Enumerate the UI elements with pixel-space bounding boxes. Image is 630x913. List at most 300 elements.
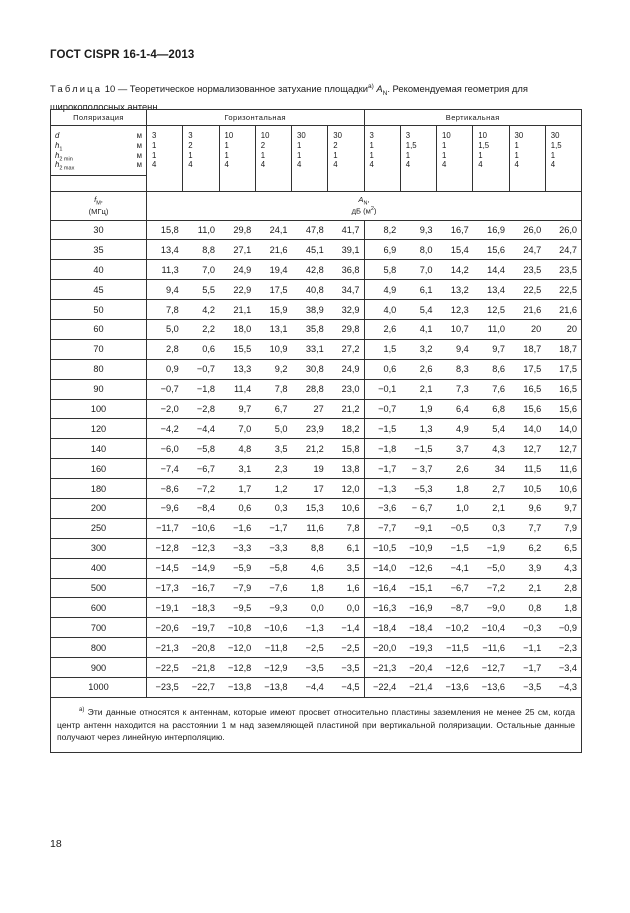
geometry-value: 10 [478, 131, 487, 140]
value-cell: 29,8 [219, 220, 255, 240]
geometry-value: 1 [224, 150, 229, 160]
caption-text: — Теоретическое нормализованное затухание площадки [115, 83, 368, 95]
value-cell: 21,2 [328, 399, 364, 419]
value-cell: −10,4 [473, 618, 509, 638]
value-cell: 15,3 [292, 498, 328, 518]
parameter-symbol-group [55, 141, 62, 151]
frequency-cell: 180 [51, 479, 147, 499]
value-cell: 24,1 [255, 220, 291, 240]
value-cell: −15,1 [400, 578, 436, 598]
geometry-value: 4 [405, 160, 411, 170]
geometry-value: 1 [369, 140, 374, 150]
value-cell: 35,8 [292, 319, 328, 339]
table-row [51, 459, 582, 479]
caption-symbol: A [376, 83, 383, 95]
value-cell: −10,6 [183, 518, 219, 538]
value-cell: −1,1 [509, 638, 545, 658]
geometry-value: 30 [333, 131, 342, 140]
geometry-value: 1 [514, 150, 519, 160]
value-cell: −3,6 [364, 498, 400, 518]
value-cell: 23,0 [328, 379, 364, 399]
table-row [51, 260, 582, 280]
value-cell: 2,2 [183, 319, 219, 339]
table-row [51, 300, 582, 320]
value-cell: 11,0 [183, 220, 219, 240]
value-cell: 13,2 [437, 280, 473, 300]
value-cell: 4,2 [183, 300, 219, 320]
value-cell: 11,6 [545, 459, 581, 479]
value-cell: −9,3 [255, 598, 291, 618]
value-cell: −1,5 [400, 439, 436, 459]
value-cell: 13,1 [255, 319, 291, 339]
value-cell: 27,1 [219, 240, 255, 260]
value-cell: 3,2 [400, 339, 436, 359]
geometry-value: 1 [442, 140, 447, 150]
geometry-value: 30 [514, 131, 524, 140]
value-cell: 9,6 [509, 498, 545, 518]
value-cell: −1,8 [183, 379, 219, 399]
spacer-cell [545, 176, 581, 192]
value-cell: −3,3 [255, 538, 291, 558]
geometry-value: 1 [405, 150, 411, 160]
value-cell: 10,6 [328, 498, 364, 518]
geometry-value: 1 [260, 150, 266, 160]
value-cell: −3,5 [292, 658, 328, 678]
table-row [51, 419, 582, 439]
value-cell: −21,8 [183, 658, 219, 678]
value-cell: −12,8 [147, 538, 183, 558]
value-cell: 3,5 [328, 558, 364, 578]
value-cell: 10,6 [545, 479, 581, 499]
attenuation-unit-close: ) [373, 207, 377, 217]
frequency-cell: 90 [51, 379, 147, 399]
value-cell: −1,7 [255, 518, 291, 538]
attenuation-comma: , [367, 194, 370, 204]
value-cell: 2,6 [437, 459, 473, 479]
geometry-value: 1 [550, 150, 556, 160]
value-cell: 23,5 [509, 260, 545, 280]
value-cell: 16,7 [437, 220, 473, 240]
value-cell: −14,0 [364, 558, 400, 578]
value-cell: 40,8 [292, 280, 328, 300]
geometry-value: 3 [369, 131, 374, 140]
frequency-cell: 30 [51, 220, 147, 240]
value-cell: −6,7 [183, 459, 219, 479]
page-number: 18 [50, 838, 62, 850]
geometry-value: 2 [333, 140, 338, 150]
value-cell: 7,8 [328, 518, 364, 538]
attenuation-symbol: A [358, 194, 364, 204]
frequency-cell: 60 [51, 319, 147, 339]
spacer-cell [328, 176, 364, 192]
value-cell: −5,9 [219, 558, 255, 578]
value-cell: −6,7 [437, 578, 473, 598]
value-cell: −10,9 [400, 538, 436, 558]
value-cell: −13,8 [219, 677, 255, 697]
caption-rest: . Рекомендуемая геометрия для широкополосных антенн [50, 83, 528, 112]
parameter-line [55, 141, 142, 151]
value-cell: 21,2 [292, 439, 328, 459]
value-cell: −16,7 [183, 578, 219, 598]
value-cell: − 3,7 [400, 459, 436, 479]
value-cell: 45,1 [292, 240, 328, 260]
value-cell: 2,1 [400, 379, 436, 399]
value-cell: 7,8 [255, 379, 291, 399]
spacer-cell [183, 176, 219, 192]
geometry-value: 3 [188, 131, 193, 140]
value-cell: 12,7 [509, 439, 545, 459]
geometry-value: 1,5 [550, 140, 562, 150]
value-cell: 0,0 [292, 598, 328, 618]
value-cell: −16,9 [400, 598, 436, 618]
attenuation-subscript: N [363, 200, 368, 207]
attenuation-symbol-line [147, 195, 581, 207]
geometry-value: 1 [188, 150, 193, 160]
value-cell: −4,5 [328, 677, 364, 697]
spacer-cell [219, 176, 255, 192]
value-cell: 1,8 [292, 578, 328, 598]
spacer-cell [473, 176, 509, 192]
value-cell: 12,7 [545, 439, 581, 459]
geometry-value: 4 [152, 160, 157, 170]
value-cell: 9,2 [255, 359, 291, 379]
value-cell: −18,3 [183, 598, 219, 618]
value-cell: −5,8 [183, 439, 219, 459]
value-cell: 13,3 [219, 359, 255, 379]
table-row [51, 618, 582, 638]
value-cell: 42,8 [292, 260, 328, 280]
table-row [51, 479, 582, 499]
value-cell: 10,7 [437, 319, 473, 339]
spacer-cell [364, 176, 400, 192]
table-row [51, 498, 582, 518]
value-cell: −19,7 [183, 618, 219, 638]
value-cell: −18,4 [364, 618, 400, 638]
attenuation-unit [147, 206, 581, 216]
geometry-column [364, 126, 400, 176]
geometry-value: 3 [152, 131, 157, 140]
value-cell: 6,1 [400, 280, 436, 300]
value-cell: 2,7 [473, 479, 509, 499]
value-cell: −2,8 [183, 399, 219, 419]
value-cell: 26,0 [545, 220, 581, 240]
value-cell: 19 [292, 459, 328, 479]
frequency-symbol-line [51, 195, 146, 207]
value-cell: 14,4 [473, 260, 509, 280]
value-cell: 8,2 [364, 220, 400, 240]
geometry-value: 1 [514, 140, 519, 150]
table-row [51, 538, 582, 558]
parameter-symbol-group [55, 151, 73, 161]
frequency-symbol: f [94, 195, 97, 205]
value-cell: 10,9 [255, 339, 291, 359]
value-cell: −12,6 [400, 558, 436, 578]
value-cell: 15,8 [328, 439, 364, 459]
geometry-value: 4 [550, 160, 556, 170]
spacer-cell [147, 176, 183, 192]
value-cell: 2,8 [545, 578, 581, 598]
value-cell: 21,6 [509, 300, 545, 320]
value-cell: −1,3 [292, 618, 328, 638]
value-cell: 22,5 [509, 280, 545, 300]
table-row [51, 518, 582, 538]
caption-symbol-sub: N [382, 90, 388, 97]
frequency-cell: 120 [51, 419, 147, 439]
geometry-value: 1 [442, 150, 447, 160]
frequency-cell: 50 [51, 300, 147, 320]
value-cell: −7,6 [255, 578, 291, 598]
value-cell: 14,0 [545, 419, 581, 439]
value-cell: 6,8 [473, 399, 509, 419]
value-cell: −18,4 [400, 618, 436, 638]
value-cell: −0,7 [147, 379, 183, 399]
value-cell: 12,3 [437, 300, 473, 320]
geometry-column [473, 126, 509, 176]
value-cell: 41,7 [328, 220, 364, 240]
value-cell: 5,0 [147, 319, 183, 339]
value-cell: −13,6 [437, 677, 473, 697]
parameter-subscript: 2 min [59, 156, 73, 163]
value-cell: 3,5 [255, 439, 291, 459]
value-cell: 9,7 [473, 339, 509, 359]
value-cell: 0,0 [328, 598, 364, 618]
value-cell: −2,3 [545, 638, 581, 658]
geometry-value: 4 [514, 160, 519, 170]
geometry-column [328, 126, 364, 176]
value-cell: 0,6 [219, 498, 255, 518]
value-cell: −0,1 [364, 379, 400, 399]
value-cell: 2,1 [473, 498, 509, 518]
value-cell: 0,8 [509, 598, 545, 618]
frequency-cell: 250 [51, 518, 147, 538]
value-cell: 21,1 [219, 300, 255, 320]
spacer-cell [509, 176, 545, 192]
value-cell: 4,9 [364, 280, 400, 300]
value-cell: 1,2 [255, 479, 291, 499]
value-cell: 5,4 [400, 300, 436, 320]
value-cell: −12,6 [437, 658, 473, 678]
value-cell: 29,8 [328, 319, 364, 339]
geometry-value: 1 [297, 150, 302, 160]
frequency-cell: 400 [51, 558, 147, 578]
document-header: ГОСТ CISPR 16-1-4—2013 [50, 49, 195, 61]
attenuation-header [147, 191, 582, 220]
geometry-column [509, 126, 545, 176]
value-cell: 34 [473, 459, 509, 479]
value-cell: 2,3 [255, 459, 291, 479]
value-cell: 0,3 [473, 518, 509, 538]
geometry-value: 1 [297, 140, 302, 150]
geometry-value: 2 [188, 140, 193, 150]
polarization-row [51, 110, 582, 126]
geometry-value: 1 [478, 150, 483, 160]
value-cell: 11,5 [509, 459, 545, 479]
spacer-cell [51, 176, 147, 192]
value-cell: 1,8 [545, 598, 581, 618]
frequency-cell: 800 [51, 638, 147, 658]
geometry-value: 4 [260, 160, 266, 170]
spacer-cell [255, 176, 291, 192]
value-cell: −1,5 [437, 538, 473, 558]
value-cell: −6,0 [147, 439, 183, 459]
value-cell: −4,4 [292, 677, 328, 697]
value-cell: 23,5 [545, 260, 581, 280]
value-cell: −1,7 [509, 658, 545, 678]
table-row [51, 339, 582, 359]
value-cell: 33,1 [292, 339, 328, 359]
value-cell: 9,7 [219, 399, 255, 419]
parameter-subscript: 2 max [59, 165, 75, 172]
value-cell: 27,2 [328, 339, 364, 359]
spacer-cell [437, 176, 473, 192]
value-cell: −17,3 [147, 578, 183, 598]
attenuation-table [50, 109, 582, 753]
value-cell: 7,7 [509, 518, 545, 538]
value-cell: −14,5 [147, 558, 183, 578]
value-cell: −11,8 [255, 638, 291, 658]
value-cell: −7,2 [473, 578, 509, 598]
parameter-unit: м [136, 150, 142, 160]
geometry-value: 1 [152, 140, 157, 150]
geometry-value: 4 [224, 160, 229, 170]
caption-label: Таблица [50, 83, 103, 95]
value-cell: 11,4 [219, 379, 255, 399]
frequency-cell: 700 [51, 618, 147, 638]
value-cell: 13,4 [147, 240, 183, 260]
value-cell: 23,9 [292, 419, 328, 439]
value-cell: 4,8 [219, 439, 255, 459]
value-cell: 38,9 [292, 300, 328, 320]
table-row [51, 379, 582, 399]
value-cell: −0,7 [364, 399, 400, 419]
value-cell: 28,8 [292, 379, 328, 399]
value-cell: 18,7 [509, 339, 545, 359]
value-cell: 6,1 [328, 538, 364, 558]
value-cell: −7,4 [147, 459, 183, 479]
value-cell: 18,2 [328, 419, 364, 439]
value-cell: −12,9 [255, 658, 291, 678]
frequency-header [51, 191, 147, 220]
value-cell: −20,4 [400, 658, 436, 678]
table-row [51, 319, 582, 339]
attenuation-unit-text: дБ (м [351, 207, 371, 217]
value-cell: 4,1 [400, 319, 436, 339]
value-cell: 4,9 [437, 419, 473, 439]
value-cell: 10,5 [509, 479, 545, 499]
geometry-column [437, 126, 473, 176]
value-cell: 5,0 [255, 419, 291, 439]
geometry-parameters [51, 126, 147, 176]
frequency-subscript: M [96, 200, 101, 207]
geometry-column [545, 126, 581, 176]
table-row [51, 658, 582, 678]
value-cell: 6,9 [364, 240, 400, 260]
value-cell: 36,8 [328, 260, 364, 280]
geometry-value: 4 [297, 160, 302, 170]
frequency-cell: 80 [51, 359, 147, 379]
value-cell: 14,0 [509, 419, 545, 439]
geometry-value: 2 [260, 140, 266, 150]
value-cell: 16,5 [509, 379, 545, 399]
value-cell: 4,3 [545, 558, 581, 578]
geometry-value: 10 [224, 131, 234, 140]
value-cell: −9,0 [473, 598, 509, 618]
parameter-symbol: h [55, 140, 60, 150]
frequency-cell: 600 [51, 598, 147, 618]
value-cell: −8,4 [183, 498, 219, 518]
table-row [51, 558, 582, 578]
parameter-unit: м [136, 140, 142, 150]
value-cell: 0,6 [364, 359, 400, 379]
frequency-cell: 160 [51, 459, 147, 479]
geometry-column [292, 126, 328, 176]
value-cell: −2,5 [328, 638, 364, 658]
value-cell: −5,8 [255, 558, 291, 578]
value-cell: −9,5 [219, 598, 255, 618]
geometry-row [51, 126, 582, 176]
value-cell: 24,7 [509, 240, 545, 260]
value-cell: 1,0 [437, 498, 473, 518]
geometry-value: 1,5 [478, 140, 490, 150]
table-row [51, 677, 582, 697]
value-cell: 4,3 [473, 439, 509, 459]
geometry-value: 4 [442, 160, 447, 170]
value-cell: 15,6 [509, 399, 545, 419]
parameter-symbol: d [55, 131, 60, 140]
value-cell: 7,0 [183, 260, 219, 280]
geometry-value: 4 [478, 160, 483, 170]
attenuation-unit-sup: 2 [370, 206, 374, 213]
value-cell: −21,3 [364, 658, 400, 678]
value-cell: 17 [292, 479, 328, 499]
frequency-comma: , [100, 195, 103, 205]
value-cell: −3,5 [328, 658, 364, 678]
value-cell: −0,3 [509, 618, 545, 638]
value-cell: 24,7 [545, 240, 581, 260]
geometry-value: 1,5 [405, 140, 417, 150]
value-cell: −10,6 [255, 618, 291, 638]
value-cell: −12,7 [473, 658, 509, 678]
value-cell: 21,6 [545, 300, 581, 320]
value-cell: −7,9 [219, 578, 255, 598]
value-cell: 15,6 [473, 240, 509, 260]
value-cell: 9,4 [437, 339, 473, 359]
value-cell: −0,5 [437, 518, 473, 538]
value-cell: − 6,7 [400, 498, 436, 518]
value-cell: 19,4 [255, 260, 291, 280]
value-cell: 32,9 [328, 300, 364, 320]
value-cell: 39,1 [328, 240, 364, 260]
value-cell: 3,1 [219, 459, 255, 479]
geometry-column [183, 126, 219, 176]
value-cell: −11,5 [437, 638, 473, 658]
footnote-mark: a) [79, 706, 85, 713]
footnote-text: Эти данные относятся к антеннам, которые имеют просвет относительно пластины заземления не менее 25 см, когда центр антенн находится на расстоянии 1 м над заземляющей пластиной при вертикальной поляризации. Остальные данные получают через линейную интерполяцию. [57, 706, 575, 743]
value-cell: 16,9 [473, 220, 509, 240]
value-cell: 1,9 [400, 399, 436, 419]
value-cell: −13,6 [473, 677, 509, 697]
value-cell: −4,1 [437, 558, 473, 578]
value-cell: 24,9 [219, 260, 255, 280]
value-cell: −4,4 [183, 419, 219, 439]
value-cell: −21,3 [147, 638, 183, 658]
value-cell: −9,1 [400, 518, 436, 538]
value-cell: 26,0 [509, 220, 545, 240]
value-cell: 3,9 [509, 558, 545, 578]
value-cell: 1,7 [219, 479, 255, 499]
value-cell: 11,0 [473, 319, 509, 339]
value-cell: −21,4 [400, 677, 436, 697]
